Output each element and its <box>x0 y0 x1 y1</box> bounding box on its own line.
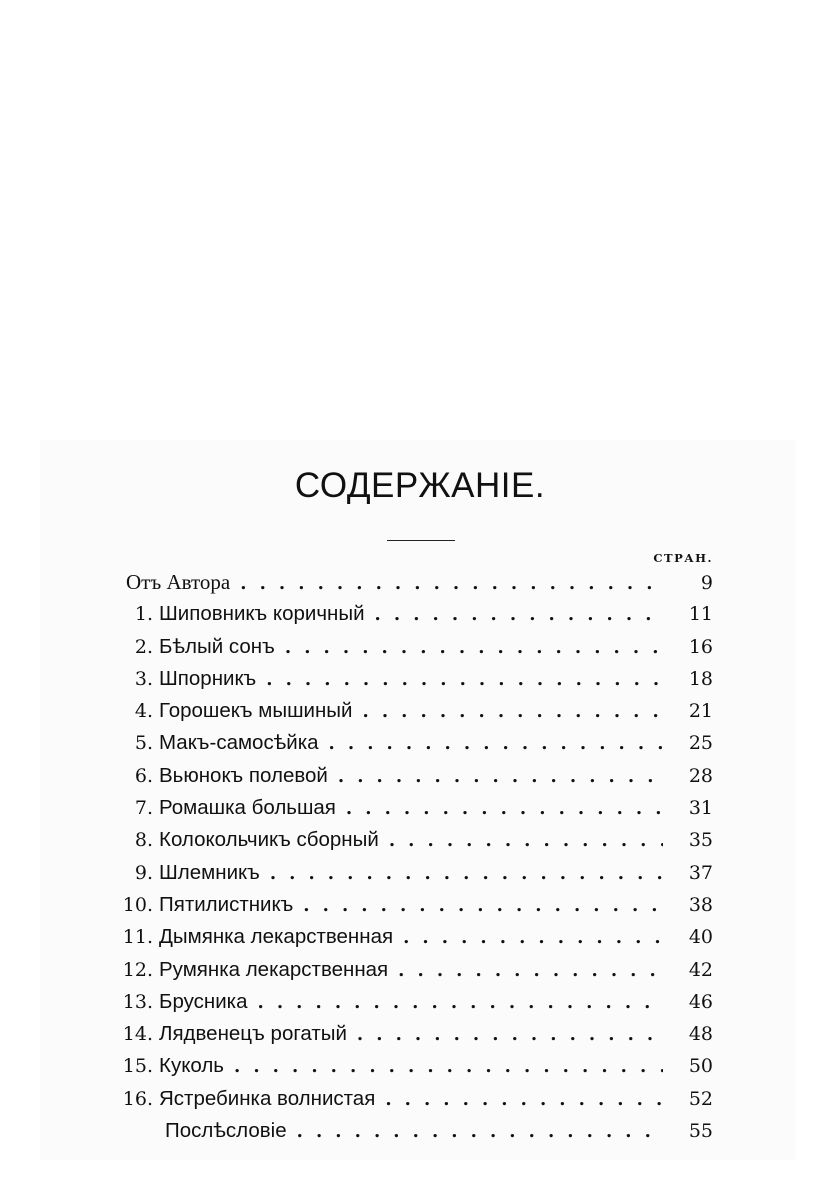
toc-entry-number: 15. <box>122 1055 153 1078</box>
toc-entry[interactable] <box>120 598 713 630</box>
toc-entry[interactable] <box>120 824 713 856</box>
toc-entry-title: Пятилистникъ <box>159 892 294 916</box>
dot-leader <box>365 599 663 631</box>
toc-entry-number: 1. <box>134 603 153 626</box>
toc-entry-title: Ястребинка волнистая <box>159 1086 376 1110</box>
toc-entry-title: Шпорникъ <box>159 666 257 690</box>
toc-entry[interactable] <box>120 566 713 598</box>
toc-entry-number: 5. <box>134 732 153 755</box>
toc-entry-number: 13. <box>122 990 153 1013</box>
toc-entry-number: 9. <box>134 861 153 884</box>
toc-entry-number: 10. <box>122 893 153 916</box>
toc-entry-title: Вьюнокъ полевой <box>159 763 328 787</box>
page-column-label: СТРАН. <box>653 551 713 565</box>
toc-entry[interactable] <box>120 1083 713 1115</box>
toc-entry[interactable] <box>120 1050 713 1082</box>
toc-entry[interactable] <box>120 663 713 695</box>
toc-entry-page: 52 <box>688 1087 713 1110</box>
toc-entry-number: 2. <box>134 635 153 658</box>
dot-leader <box>224 1051 663 1083</box>
toc-entry[interactable] <box>120 954 713 986</box>
toc-entry-page: 38 <box>688 893 713 916</box>
toc-entry-number: 4. <box>134 700 153 723</box>
toc-entry[interactable] <box>120 760 713 792</box>
toc-entry-page: 21 <box>688 700 713 723</box>
dot-leader <box>336 793 663 825</box>
toc-entry-number: 14. <box>122 1023 153 1046</box>
dot-leader <box>353 696 664 728</box>
toc-entry-number: 6. <box>134 764 153 787</box>
toc-entry-title: Послѣсловіе <box>165 1119 287 1143</box>
toc-entry[interactable] <box>120 695 713 727</box>
toc-entry-title: Горошекъ мышиный <box>159 699 353 723</box>
dot-leader <box>319 728 663 760</box>
toc-entry-page: 40 <box>688 926 713 949</box>
toc-entry-page: 42 <box>688 958 713 981</box>
toc-entry-page: 37 <box>688 861 713 884</box>
toc-entry-page: 28 <box>688 764 713 787</box>
toc-entry[interactable] <box>120 857 713 889</box>
toc-entry-page: 50 <box>688 1055 713 1078</box>
toc-entry[interactable] <box>120 1018 713 1050</box>
toc-entry[interactable] <box>120 889 713 921</box>
toc-entry-page: 9 <box>700 572 713 594</box>
toc-entry-title: Румянка лекарственная <box>159 957 389 981</box>
dot-leader <box>230 568 663 600</box>
toc-entry-page: 55 <box>688 1120 713 1143</box>
toc-entry-number: 3. <box>134 667 153 690</box>
dot-leader <box>379 825 663 857</box>
table-of-contents <box>120 566 713 1147</box>
dot-leader <box>293 890 663 922</box>
dot-leader <box>393 922 663 954</box>
toc-entry-page: 35 <box>688 829 713 852</box>
title-rule <box>387 540 455 541</box>
dot-leader <box>248 987 664 1019</box>
toc-entry-number: 11. <box>122 926 153 949</box>
toc-entry-title: Шлемникъ <box>159 860 260 884</box>
dot-leader <box>287 1116 663 1148</box>
toc-entry[interactable] <box>120 727 713 759</box>
toc-entry-title: Макъ-самосѣйка <box>159 731 319 755</box>
toc-entry-page: 18 <box>688 667 713 690</box>
dot-leader <box>375 1084 663 1116</box>
toc-entry-number: 12. <box>122 958 153 981</box>
toc-entry-page: 48 <box>688 1023 713 1046</box>
toc-entry-page: 25 <box>688 732 713 755</box>
toc-entry-title: Бѣлый сонъ <box>159 634 275 658</box>
dot-leader <box>260 858 663 890</box>
toc-entry-page: 16 <box>688 635 713 658</box>
dot-leader <box>328 761 663 793</box>
toc-entry-title: Дымянка лекарственная <box>159 925 394 949</box>
toc-entry-number: 8. <box>134 829 153 852</box>
toc-entry-title: Шиповникъ коричный <box>159 602 365 626</box>
toc-entry[interactable] <box>120 1115 713 1147</box>
dot-leader <box>388 955 663 987</box>
toc-entry[interactable] <box>120 921 713 953</box>
toc-entry-title: Колокольчикъ сборный <box>159 828 379 852</box>
toc-entry-title: Лядвенецъ рогатый <box>159 1022 347 1046</box>
toc-entry-page: 31 <box>688 797 713 820</box>
dot-leader <box>275 632 663 664</box>
dot-leader <box>347 1019 663 1051</box>
toc-entry-number: 16. <box>122 1087 153 1110</box>
toc-entry-title: Отъ Автора <box>126 570 231 594</box>
toc-entry[interactable] <box>120 631 713 663</box>
toc-entry-title: Ромашка большая <box>159 796 336 820</box>
toc-entry-number: 7. <box>134 797 153 820</box>
toc-entry-page: 46 <box>688 990 713 1013</box>
toc-entry-title: Брусника <box>159 989 248 1013</box>
dot-leader <box>256 664 663 696</box>
toc-entry[interactable] <box>120 792 713 824</box>
toc-entry-page: 11 <box>688 603 713 626</box>
toc-entry[interactable] <box>120 986 713 1018</box>
toc-entry-title: Куколь <box>159 1054 224 1078</box>
page-title: СОДЕРЖАНІЕ. <box>294 466 546 505</box>
